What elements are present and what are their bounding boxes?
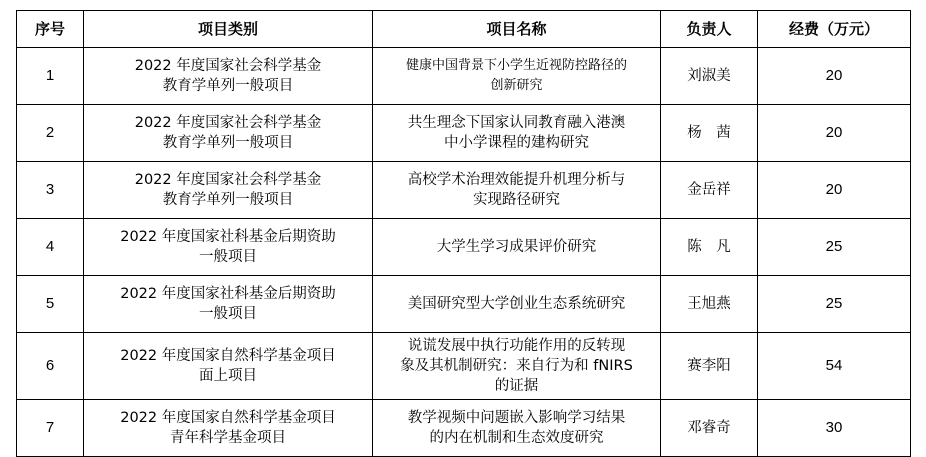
table-row: [17, 105, 911, 162]
name-line: 象及其机制研究：来自行为和 fNIRS: [400, 358, 633, 374]
name-line: 的证据: [494, 378, 539, 394]
category-line: 青年科学基金项目: [170, 430, 286, 446]
project-leader: 王旭燕: [661, 276, 758, 333]
category-line: 一般项目: [199, 249, 257, 265]
table-row: [17, 162, 911, 219]
category-line: 2022 年度国家社会科学基金: [134, 115, 322, 131]
table-row: [17, 400, 911, 457]
header-category: 项目类别: [84, 11, 373, 48]
project-name: [373, 400, 661, 457]
project-funds: 25: [758, 276, 911, 333]
name-line: 的内在机制和生态效度研究: [429, 430, 604, 446]
project-funds: 20: [758, 48, 911, 105]
category-line: 教育学单列一般项目: [162, 192, 294, 208]
row-number: 3: [17, 162, 84, 219]
name-line: 实现路径研究: [473, 192, 560, 208]
category-line: 2022 年度国家社会科学基金: [134, 58, 322, 74]
project-category: [84, 162, 373, 219]
table-header-row: [17, 11, 911, 48]
name-line: 共生理念下国家认同教育融入港澳: [407, 115, 626, 131]
project-category: [84, 105, 373, 162]
project-name: [373, 48, 661, 105]
project-leader: 刘淑美: [661, 48, 758, 105]
category-line: 2022 年度国家自然科学基金项目: [120, 410, 336, 426]
project-name: [373, 162, 661, 219]
category-line: 一般项目: [199, 306, 257, 322]
row-number: 2: [17, 105, 84, 162]
category-line: 教育学单列一般项目: [162, 135, 294, 151]
project-leader: 杨 茜: [661, 105, 758, 162]
project-table: [16, 10, 911, 457]
project-leader: 金岳祥: [661, 162, 758, 219]
name-line: 教学视频中问题嵌入影响学习结果: [407, 410, 626, 426]
project-category: [84, 48, 373, 105]
header-name: 项目名称: [373, 11, 661, 48]
header-funds: 经费（万元）: [758, 11, 911, 48]
project-table-container: [16, 10, 911, 457]
category-line: 2022 年度国家社科基金后期资助: [120, 229, 336, 245]
name-line: 中小学课程的建构研究: [444, 135, 589, 151]
project-funds: 54: [758, 333, 911, 400]
project-name: [373, 276, 661, 333]
name-line: 健康中国背景下小学生近视防控路径的: [405, 58, 627, 73]
category-line: 教育学单列一般项目: [162, 78, 294, 94]
project-funds: 25: [758, 219, 911, 276]
project-funds: 20: [758, 105, 911, 162]
project-funds: 20: [758, 162, 911, 219]
row-number: 5: [17, 276, 84, 333]
name-line: 高校学术治理效能提升机理分析与: [407, 172, 626, 188]
row-number: 7: [17, 400, 84, 457]
project-leader: 邓睿奇: [661, 400, 758, 457]
category-line: 面上项目: [199, 368, 257, 384]
category-line: 2022 年度国家社科基金后期资助: [120, 286, 336, 302]
name-line: 创新研究: [490, 78, 543, 93]
project-funds: 30: [758, 400, 911, 457]
project-category: [84, 219, 373, 276]
project-category: [84, 333, 373, 400]
project-name: [373, 333, 661, 400]
project-name: [373, 105, 661, 162]
project-category: [84, 276, 373, 333]
row-number: 4: [17, 219, 84, 276]
project-leader: 赛李阳: [661, 333, 758, 400]
table-row: [17, 48, 911, 105]
header-no: 序号: [17, 11, 84, 48]
row-number: 6: [17, 333, 84, 400]
category-line: 2022 年度国家自然科学基金项目: [120, 348, 336, 364]
project-category: [84, 400, 373, 457]
name-line: 大学生学习成果评价研究: [436, 239, 597, 255]
name-line: 说谎发展中执行功能作用的反转现: [407, 338, 626, 354]
project-leader: 陈 凡: [661, 219, 758, 276]
name-line: 美国研究型大学创业生态系统研究: [407, 296, 626, 312]
table-row: [17, 219, 911, 276]
row-number: 1: [17, 48, 84, 105]
table-row: [17, 333, 911, 400]
table-row: [17, 276, 911, 333]
project-name: [373, 219, 661, 276]
header-leader: 负责人: [661, 11, 758, 48]
category-line: 2022 年度国家社会科学基金: [134, 172, 322, 188]
